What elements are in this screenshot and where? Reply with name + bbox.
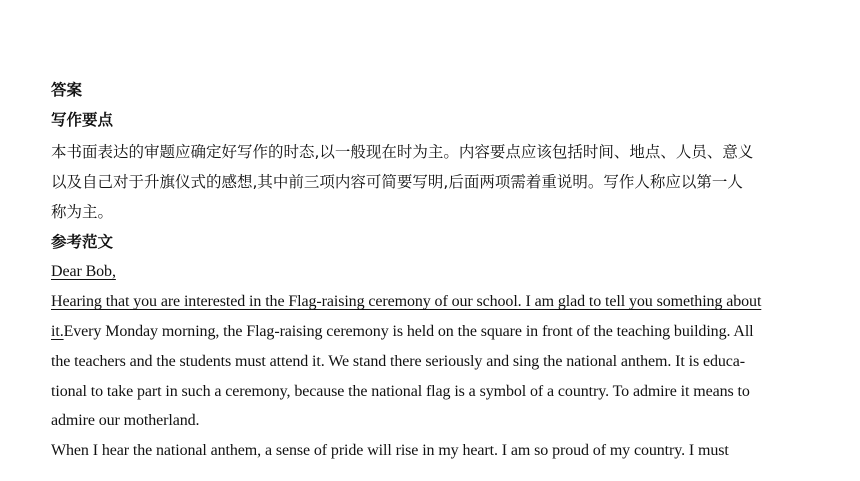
sample-essay-heading: 参考范文 xyxy=(51,233,114,251)
essay-line-5: admire our motherland. xyxy=(51,412,200,429)
writing-points-heading: 写作要点 xyxy=(51,111,114,129)
writing-points-line-2: 以及自己对于升旗仪式的感想,其中前三项内容可简要写明,后面两项需着重说明。写作人称应以第一人 xyxy=(51,173,743,191)
essay-line-2 xyxy=(51,322,754,342)
salutation: Dear Bob, xyxy=(51,263,116,280)
essay-line-2-underlined: it. xyxy=(51,323,64,340)
essay-line-2-rest: Every Monday morning, the Flag-raising ceremony is held on the square in front of the teaching building. All xyxy=(63,323,754,340)
essay-line-6: When I hear the national anthem, a sense of pride will rise in my heart. I am so proud of my country. I must xyxy=(51,442,729,459)
essay-line-1: Hearing that you are interested in the Flag-raising ceremony of our school. I am glad to tell you something about xyxy=(51,293,762,310)
essay-line-3: the teachers and the students must attend it. We stand there seriously and sing the national anthem. It is educa- xyxy=(51,353,746,370)
writing-points-line-1: 本书面表达的审题应确定好写作的时态,以一般现在时为主。内容要点应该包括时间、地点、人员、意义 xyxy=(51,143,754,161)
writing-points-line-3: 称为主。 xyxy=(51,203,114,221)
essay-line-4: tional to take part in such a ceremony, because the national flag is a symbol of a country. To admire it means to xyxy=(51,383,750,400)
answer-heading: 答案 xyxy=(51,81,83,99)
